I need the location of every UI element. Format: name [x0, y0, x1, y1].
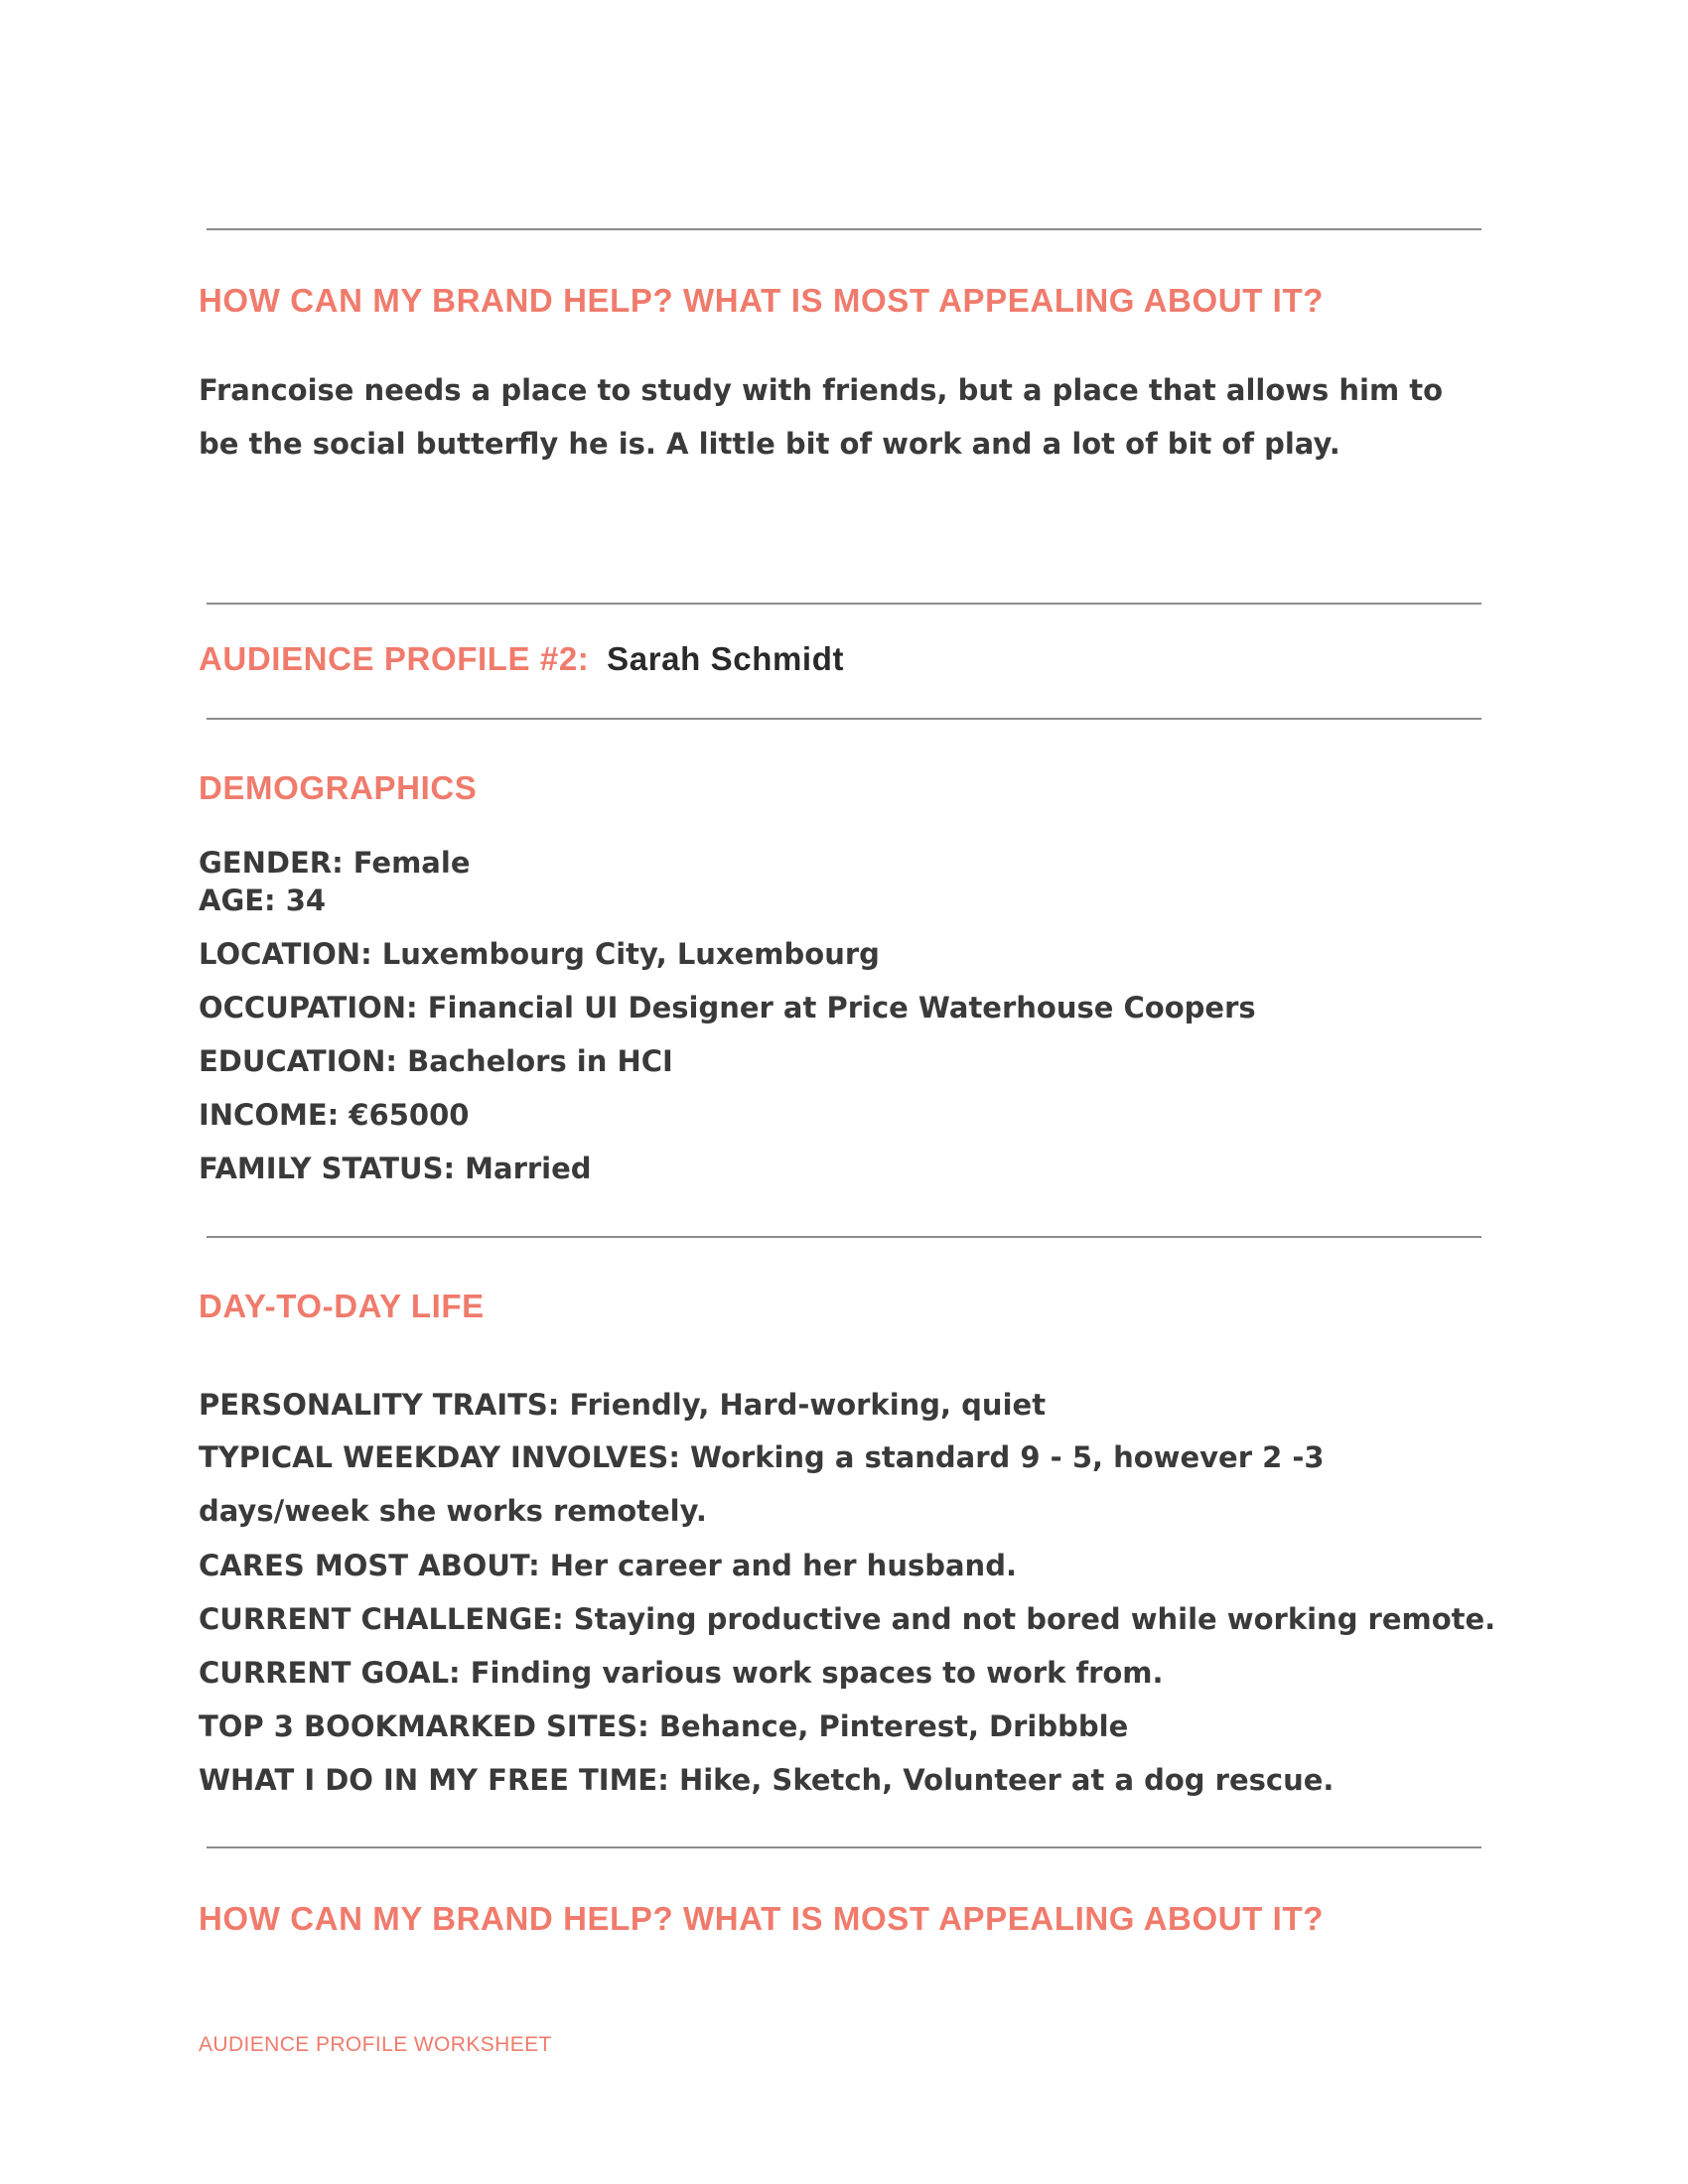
divider — [207, 603, 1481, 605]
profile-title — [199, 640, 844, 678]
demographic-income: INCOME: €65000 — [199, 1098, 470, 1132]
demographic-age: AGE: 34 — [199, 884, 327, 917]
trait-cares: CARES MOST ABOUT: Her career and her husband. — [199, 1549, 1017, 1582]
divider — [207, 1236, 1481, 1238]
section-heading-demographics: DEMOGRAPHICS — [199, 769, 478, 806]
demographic-gender: GENDER: Female — [199, 846, 471, 880]
demographic-location: LOCATION: Luxembourg City, Luxembourg — [199, 937, 880, 971]
footer-label: AUDIENCE PROFILE WORKSHEET — [199, 2033, 552, 2056]
trait-free-time: WHAT I DO IN MY FREE TIME: Hike, Sketch, Volunteer at a dog rescue. — [199, 1763, 1335, 1797]
trait-bookmarks: TOP 3 BOOKMARKED SITES: Behance, Pinterest, Dribbble — [199, 1709, 1129, 1743]
divider — [207, 718, 1481, 720]
profile-name: Sarah Schmidt — [607, 640, 845, 677]
trait-weekday: TYPICAL WEEKDAY INVOLVES: Working a standard 9 - 5, however 2 -3 days/week she works remotely. — [199, 1440, 1325, 1528]
divider — [207, 1846, 1481, 1848]
profile-label: AUDIENCE PROFILE #2: — [199, 640, 590, 677]
brand-help-text: Francoise needs a place to study with friends, but a place that allows him to be the social butterfly he is. A little bit of work and a lot of bit of play. — [199, 373, 1444, 461]
demographic-family-status: FAMILY STATUS: Married — [199, 1152, 592, 1185]
section-heading-brand-help-2: HOW CAN MY BRAND HELP? WHAT IS MOST APPEALING ABOUT IT? — [199, 1900, 1324, 1937]
section-heading-day-to-day: DAY-TO-DAY LIFE — [199, 1288, 485, 1324]
trait-personality: PERSONALITY TRAITS: Friendly, Hard-working, quiet — [199, 1388, 1047, 1422]
trait-goal: CURRENT GOAL: Finding various work spaces to work from. — [199, 1656, 1164, 1690]
demographic-occupation: OCCUPATION: Financial UI Designer at Price Waterhouse Coopers — [199, 991, 1256, 1024]
section-heading-brand-help: HOW CAN MY BRAND HELP? WHAT IS MOST APPEALING ABOUT IT? — [199, 282, 1324, 319]
trait-challenge: CURRENT CHALLENGE: Staying productive and not bored while working remote. — [199, 1602, 1496, 1636]
demographic-education: EDUCATION: Bachelors in HCI — [199, 1044, 673, 1078]
divider — [207, 228, 1481, 230]
